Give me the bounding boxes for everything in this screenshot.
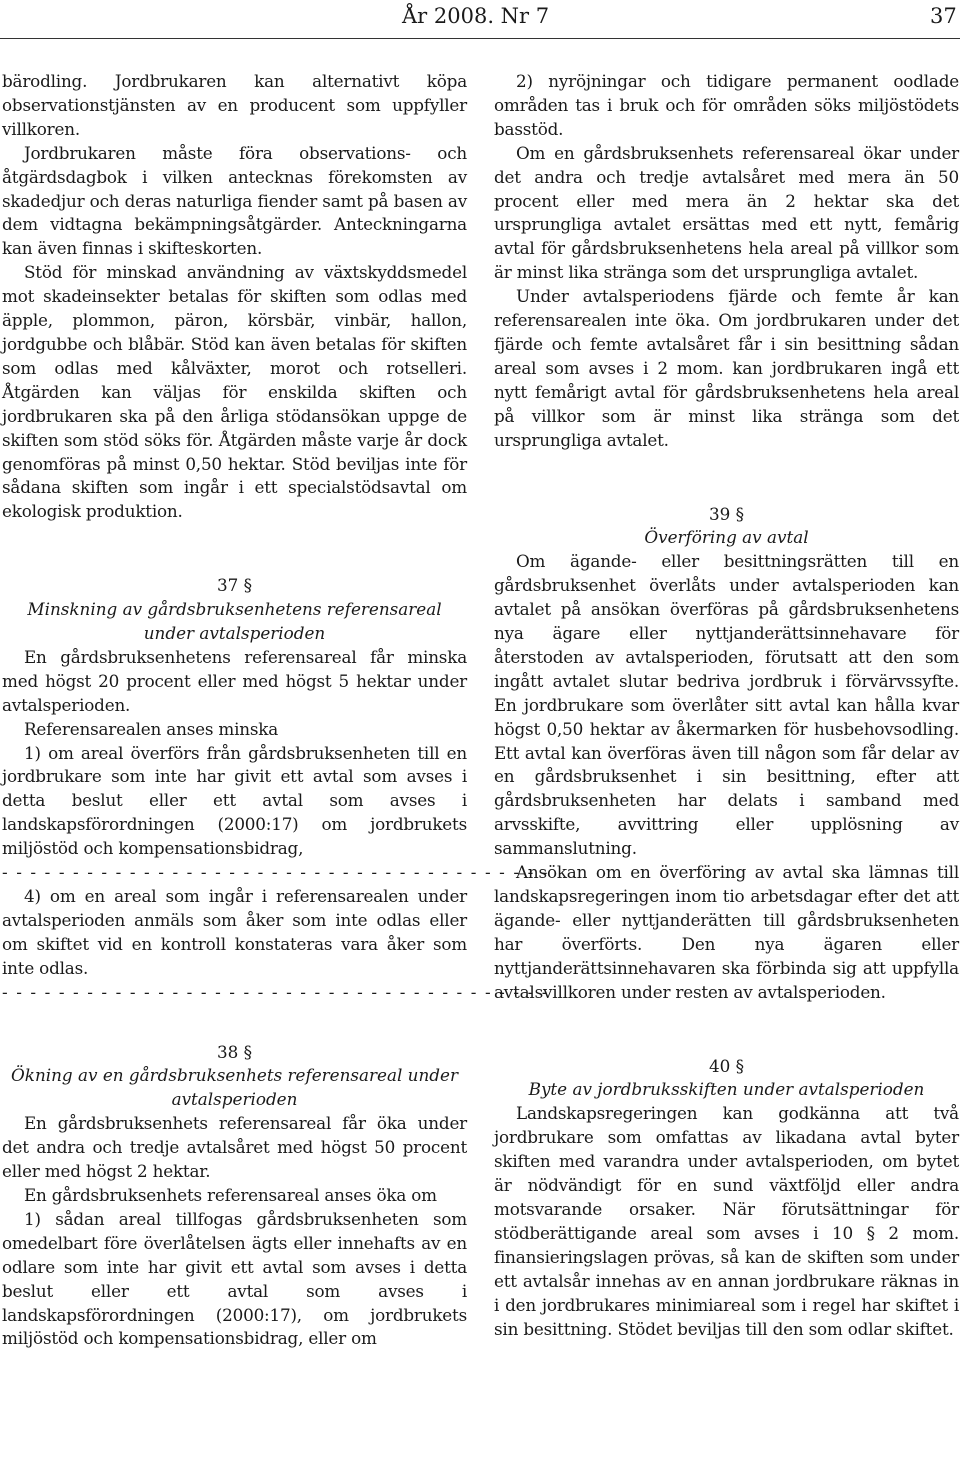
paragraph: En gårdsbruksenhets referensareal får öka under det andra och tredje avtalsåret med högst 50 procent eller med högst 2 hektar.: [2, 1113, 467, 1182]
paragraph: En gårdsbruksenhetens referensareal får minska med högst 20 procent eller med högst 5 hektar under avtalsperioden.: [2, 646, 467, 715]
right-column: [494, 70, 959, 1341]
section-title: Byte av jordbruksskiften under avtalsperioden: [528, 1079, 925, 1100]
paragraph: 2) nyröjningar och tidigare permanent oodlade områden tas i bruk och för områden söks miljöstödets basstöd.: [494, 71, 959, 139]
paragraph: Landskapsregeringen kan godkänna att två jordbrukare som omfattas av likadana avtal byter skiften med varandra under avtalsperioden, om bytet är nödvändigt för en sund växtföljd eller andra motsvarande orsaker. När förutsättningar för stödberättigande areal som avses i 10 § 2 mom. finansieringslagen prövas, så kan de skiften som under ett avtalsår innehas av en annan jordbrukare räknas in i den jordbrukares minimiareal som i regel har skiftet i sin besittning. Stödet beviljas till den som odlar skiftet.: [494, 1103, 959, 1339]
paragraph: bärodling. Jordbrukaren kan alternativt köpa observationstjänsten av en producent som uppfyller villkoren.: [2, 71, 467, 139]
publication-reference: År 2008. Nr 7: [402, 4, 550, 28]
section-title: Ökning av en gårdsbruksenhets referensareal under avtalsperioden: [11, 1065, 458, 1110]
section-title: Minskning av gårdsbruksenhetens referensareal under avtalsperioden: [27, 599, 442, 644]
page-number: 37: [930, 4, 957, 28]
paragraph: 1) om areal överförs från gårdsbruksenheten till en jordbrukare som inte har givit ett avtal som avses i detta beslut eller ett avtal som avses i landskapsförordningen (2000:17) om jordbrukets miljöstöd och kompensationsbidrag,: [2, 742, 467, 859]
omission-divider: - - - - - - - - - - - - - - - - - - - - - - - - - - - - - - - - - - - - - - -: [2, 981, 550, 1002]
paragraph: 4) om en areal som ingår i referensarealen under avtalsperioden anmäls som åker som inte odlas eller om skiftet vid en kontroll konstateras vara åker som inte odlas.: [2, 886, 467, 978]
left-column: [2, 70, 550, 1351]
section-number: 38 §: [216, 1041, 253, 1062]
page-header: [0, 4, 960, 39]
section-number: 40 §: [708, 1055, 745, 1076]
paragraph: Om en gårdsbruksenhets referensareal ökar under det andra och tredje avtalsåret med mera än 50 procent eller med mera än 2 hektar ska det ursprungliga avtalet ersättas med ett nytt, femårig avtal för gårdsbruksenhetens hela areal på villkor som är minst lika stränga som det ursprungliga avtalet.: [494, 142, 959, 283]
paragraph: Under avtalsperiodens fjärde och femte år kan referensarealen inte öka. Om jordbrukaren under det fjärde och femte avtalsåret får i sin besittning sådan areal som avses i 2 mom. kan jordbrukaren ingå ett nytt femårigt avtal för gårdsbruksenhetens hela areal på villkor som är minst lika stränga som det ursprungliga avtalet.: [494, 286, 959, 450]
paragraph: Stöd för minskad användning av växtskyddsmedel mot skadeinsekter betalas för skiften som odlas med äpple, plommon, päron, körsbär, vinbär, hallon, jordgubbe och blåbär. Stöd kan även betalas för skiften som odlas med kålväxter, morot och rotselleri. Åtgärden kan väljas för enskilda skiften och jordbrukaren ska på den årliga stödansökan uppge de skiften som stöd söks för. Åtgärden måste varje år dock genomföras på minst 0,50 hektar. Stöd beviljas inte för sådana skiften som ingår i ett specialstödsavtal om ekologisk produktion.: [2, 262, 467, 522]
paragraph: Ansökan om en överföring av avtal ska lämnas till landskapsregeringen inom tio arbetsdagar efter det att ägande- eller nyttjanderätten till gårdsbruksenheten har överförts. Den nya ägaren eller nyttjanderättsinnehavaren ska förbinda sig att uppfylla avtalsvillkoren under resten av avtalsperioden.: [494, 862, 959, 1002]
section-title: Överföring av avtal: [644, 527, 809, 548]
paragraph: Om ägande- eller besittningsrätten till en gårdsbruksenhet överlåts under avtalsperioden kan avtalet på ansökan överföras på gårdsbruksenhetens nya ägare eller nyttjanderättsinnehavare för återstoden av avtalsperioden, förutsatt att den som ingått avtalet slutar bedriva jordbruk i förvärvssyfte. En jordbrukare som överlåter sitt avtal kan hålla kvar högst 0,50 hektar av åkermarken för husbehovsodling. Ett avtal kan överföras även till någon som får delar av en gårdsbruksenhet i sin besittning, efter att gårdsbruksenheten har delats i samband med arvsskifte, avvittring eller upplösning av sammanslutning.: [494, 551, 959, 859]
omission-divider: - - - - - - - - - - - - - - - - - - - - - - - - - - - - - - - - - - - - - - -: [2, 862, 550, 883]
paragraph: Referensarealen anses minska: [24, 718, 279, 739]
paragraph: 1) sådan areal tillfogas gårdsbruksenheten som omedelbart före överlåtelsen ägts eller innehafts av en odlare som inte har givit ett avtal som avses i detta beslut eller ett avtal som avses i landskapsförordningen (2000:17), om jordbrukets miljöstöd och kompensationsbidrag, eller om: [2, 1208, 467, 1349]
paragraph: Jordbrukaren måste föra observations- och åtgärdsdagbok i vilken antecknas förekomsten av skadedjur och deras naturliga fiender samt på basen av dem vidtagna bekämpningsåtgärder. Anteckningarna kan även finnas i skifteskorten.: [2, 142, 467, 259]
section-number: 39 §: [708, 503, 745, 524]
section-number: 37 §: [216, 575, 253, 596]
paragraph: En gårdsbruksenhets referensareal anses öka om: [24, 1184, 437, 1205]
